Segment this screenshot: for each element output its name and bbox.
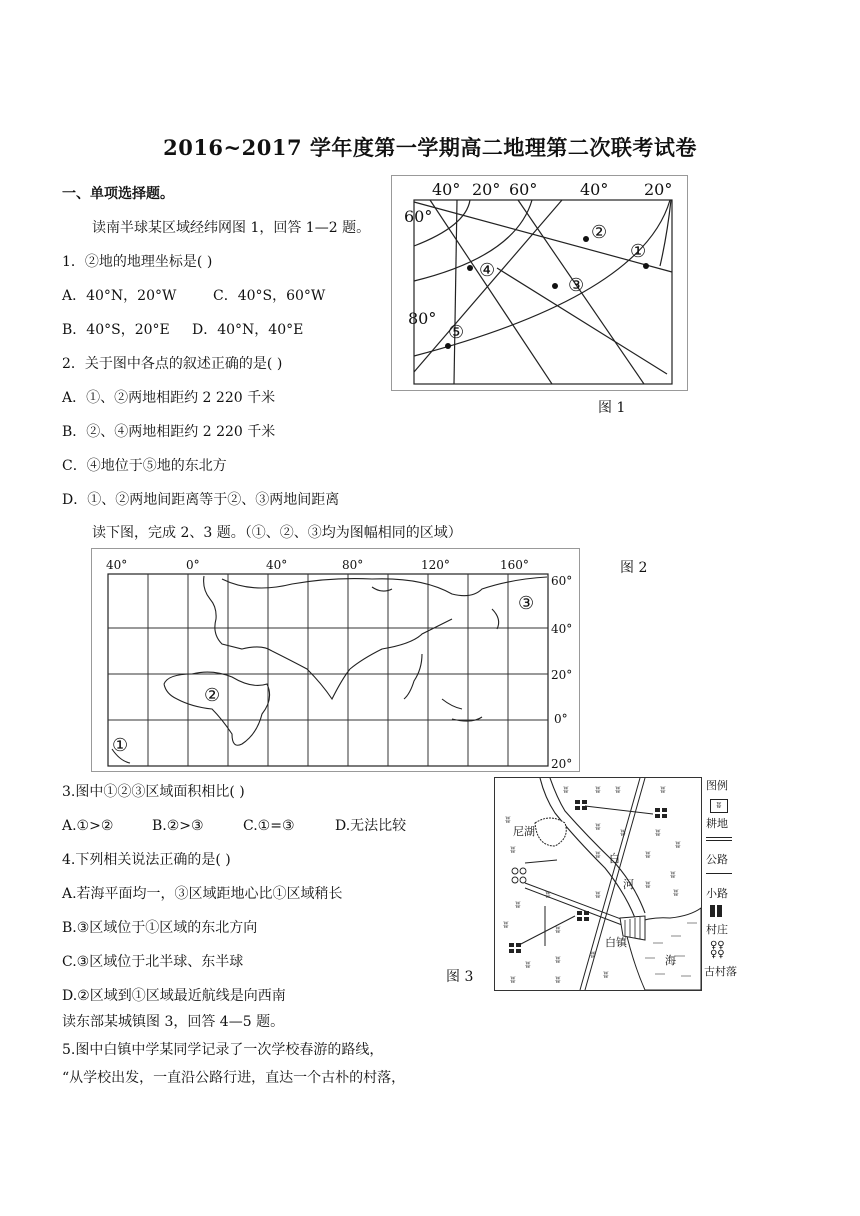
- figure-1-caption: 图 1: [598, 400, 626, 416]
- q4-option-c: C.③区域位于北半球、东半球: [62, 954, 244, 970]
- svg-text:ʬ: ʬ: [505, 815, 511, 826]
- figure-2-caption: 图 2: [620, 560, 648, 576]
- svg-text:ʬ: ʬ: [670, 870, 676, 881]
- legend-label: 耕地: [706, 817, 728, 830]
- svg-text:ʬ: ʬ: [655, 828, 661, 839]
- svg-text:ʬ: ʬ: [510, 975, 516, 986]
- fig1-point-4: ④: [479, 260, 496, 281]
- q1-option-b: B．40°S，20°E: [62, 322, 170, 338]
- fig2-top-label: 120°: [421, 558, 450, 572]
- svg-text:ʬ: ʬ: [673, 888, 679, 899]
- fig1-point-3: ③: [568, 275, 585, 296]
- legend-label: 古村落: [704, 965, 737, 978]
- svg-text:ʬ: ʬ: [603, 970, 609, 981]
- fig1-left-label: 60°: [404, 207, 433, 226]
- farmland-icon: ʬ: [710, 799, 728, 813]
- question-intro: 读下图，完成 2、3 题。（①、②、③均为图幅相同的区域）: [92, 525, 462, 541]
- svg-text:ʬ: ʬ: [590, 950, 596, 961]
- svg-text:ʬ: ʬ: [595, 785, 601, 796]
- svg-text:ʬ: ʬ: [595, 890, 601, 901]
- q2-option-b: B．②、④两地相距约 2 220 千米: [62, 424, 276, 440]
- fig2-top-label: 0°: [186, 558, 200, 572]
- q1-option-a: A．40°N，20°W: [62, 288, 177, 304]
- fig1-left-label: 80°: [408, 309, 437, 328]
- fig2-region-1: ①: [112, 735, 129, 756]
- legend-label: 村庄: [706, 923, 728, 936]
- fig2-right-label: 20°: [551, 668, 573, 682]
- fig2-top-label: 80°: [342, 558, 364, 572]
- svg-text:ʬ: ʬ: [645, 880, 651, 891]
- fig3-river-label: 河: [623, 878, 634, 891]
- fig3-river-label: 白: [609, 852, 620, 865]
- q2-option-a: A．①、②两地相距约 2 220 千米: [62, 390, 276, 406]
- page-title: 2016~2017 学年度第一学期高二地理第二次联考试卷: [163, 135, 697, 160]
- section-heading: 一、单项选择题。: [62, 186, 174, 202]
- legend-title: 图例: [706, 779, 728, 792]
- q2-option-d: D．①、②两地间距离等于②、③两地间距离: [62, 492, 340, 508]
- ancient-village-icon: ♀♀ ♀♀: [710, 940, 725, 960]
- q3-option-c: C.①=③: [243, 818, 295, 834]
- fig1-top-label: 60°: [509, 180, 538, 199]
- svg-text:ʬ: ʬ: [555, 975, 561, 986]
- svg-text:ʬ: ʬ: [510, 845, 516, 856]
- question-5: 5.图中白镇中学某同学记录了一次学校春游的路线，: [62, 1042, 384, 1058]
- fig2-right-label: 60°: [551, 574, 573, 588]
- svg-text:ʬ: ʬ: [563, 785, 569, 796]
- fig1-top-label: 40°: [580, 180, 609, 199]
- fig2-region-3: ③: [518, 593, 535, 614]
- fig1-point-2: ②: [591, 222, 608, 243]
- fig1-point-1: ①: [630, 241, 647, 262]
- svg-text:ʬ: ʬ: [525, 960, 531, 971]
- svg-text:ʬ: ʬ: [595, 822, 601, 833]
- figure-3-legend: [704, 777, 750, 989]
- fig2-right-label: 40°: [551, 622, 573, 636]
- path-icon: [706, 873, 732, 874]
- legend-label: 公路: [706, 853, 728, 866]
- fig1-top-label: 40°: [432, 180, 461, 199]
- svg-text:ʬ: ʬ: [555, 925, 561, 936]
- figure-3-caption: 图 3: [446, 969, 474, 985]
- q3-option-d: D.无法比较: [335, 818, 407, 834]
- svg-text:ʬ: ʬ: [675, 840, 681, 851]
- svg-text:ʬ: ʬ: [595, 850, 601, 861]
- q3-option-b: B.②>③: [152, 818, 204, 834]
- fig3-sea-label: 海: [665, 954, 676, 967]
- fig3-town-label: 白镇: [605, 936, 627, 949]
- figure-2-world-map: [91, 548, 580, 772]
- svg-text:ʬ: ʬ: [620, 828, 626, 839]
- legend-label: 小路: [706, 887, 728, 900]
- svg-text:ʬ: ʬ: [645, 850, 651, 861]
- q4-option-d: D.②区域到①区域最近航线是向西南: [62, 988, 286, 1004]
- figure-3-town-map: [494, 777, 702, 991]
- svg-text:ʬ: ʬ: [515, 900, 521, 911]
- svg-text:ʬ: ʬ: [555, 955, 561, 966]
- highway-icon: [706, 837, 732, 841]
- fig2-right-label: 20°: [551, 757, 573, 771]
- q4-option-a: A.若海平面均一，③区域距地心比①区域稍长: [62, 886, 343, 902]
- q3-option-a: A.①>②: [62, 818, 114, 834]
- figure-1-graticule: [391, 175, 688, 391]
- q1-option-d: D．40°N，40°E: [192, 322, 304, 338]
- fig2-top-label: 40°: [106, 558, 128, 572]
- fig2-right-label: 0°: [554, 712, 568, 726]
- question-4: 4.下列相关说法正确的是( ): [62, 852, 231, 868]
- svg-text:ʬ: ʬ: [615, 785, 621, 796]
- q4-option-b: B.③区域位于①区域的东北方向: [62, 920, 258, 936]
- village-icon: [710, 905, 724, 917]
- fig2-region-2: ②: [204, 685, 221, 706]
- fig1-point-5: ⑤: [448, 322, 465, 343]
- svg-text:ʬ: ʬ: [660, 785, 666, 796]
- question-5-continued: “从学校出发，一直沿公路行进，直达一个古朴的村落，: [62, 1070, 406, 1086]
- question-3: 3.图中①②③区域面积相比( ): [62, 784, 245, 800]
- question-intro: 读东部某城镇图 3，回答 4—5 题。: [62, 1014, 285, 1030]
- svg-text:ʬ: ʬ: [545, 890, 551, 901]
- fig2-top-label: 40°: [266, 558, 288, 572]
- fig3-lake-label: 尼湖: [513, 825, 535, 838]
- question-intro: 读南半球某区域经纬网图 1，回答 1—2 题。: [92, 220, 371, 236]
- fig1-top-label: 20°: [472, 180, 501, 199]
- svg-text:ʬ: ʬ: [503, 920, 509, 931]
- question-2: 2．关于图中各点的叙述正确的是( ): [62, 356, 283, 372]
- fig2-top-label: 160°: [500, 558, 529, 572]
- question-1: 1．②地的地理坐标是( ): [62, 254, 213, 270]
- q2-option-c: C．④地位于⑤地的东北方: [62, 458, 227, 474]
- q1-option-c: C．40°S，60°W: [213, 288, 326, 304]
- fig1-top-label: 20°: [644, 180, 673, 199]
